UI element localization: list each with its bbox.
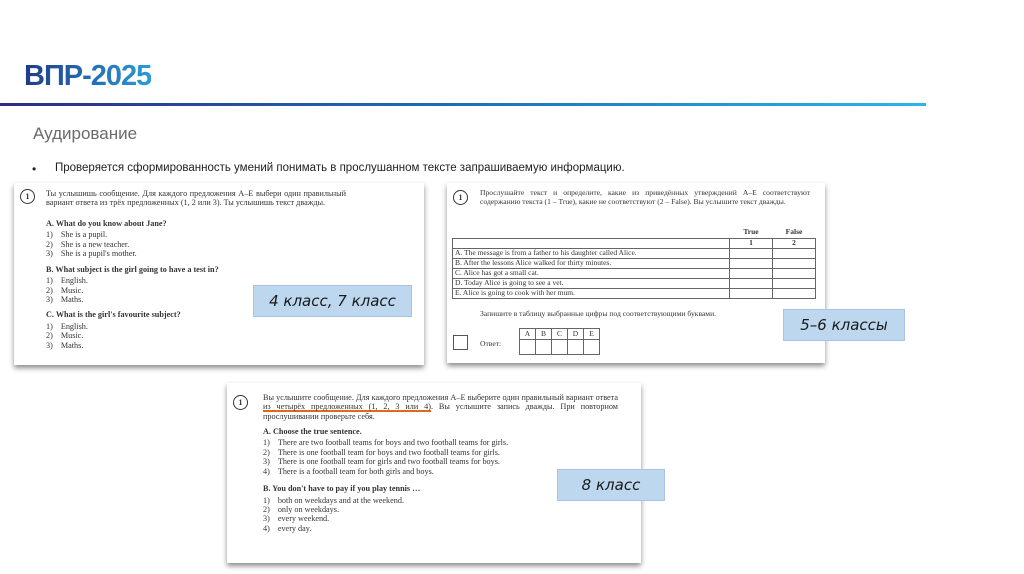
question-title: A. What do you know about Jane? [46,219,167,228]
answer-option [46,230,346,239]
answer-grid [519,328,600,355]
answer-option [263,496,593,505]
answer-option [263,467,593,476]
false-cell[interactable] [773,248,816,258]
answer-option [46,249,346,258]
answer-cell[interactable] [552,340,568,355]
option-text: Music. [60,285,84,295]
option-text: She is a pupil's mother. [60,249,137,259]
letter-header: C [552,329,568,340]
answer-option [46,322,346,331]
option-text: every weekend. [277,514,330,524]
table-row [453,278,816,288]
statement: E. Alice is going to cook with her mum. [453,288,730,298]
col-false: False [785,227,803,237]
task-instruction: Прослушайте текст и определите, какие из приведённых утверждений А–E соответствуют содержанию текста (1 – True), какие не соответствуют (2 – False). Вы услышите текст дважды. [480,188,810,206]
option-text: every day. [277,523,312,533]
option-text: Music. [60,331,84,341]
col-2: 2 [773,238,816,248]
answer-option [263,457,593,466]
table-note: Запишите в таблицу выбранные цифры под соответствующими буквами. [480,309,717,318]
answer-option [263,505,593,514]
answer-label: Ответ: [480,339,502,348]
option-number: 2) [46,285,53,295]
slide-title: ВПР-2025 [24,60,152,92]
option-number: 4) [263,523,270,533]
option-number: 2) [263,447,270,457]
option-number: 3) [263,457,270,467]
letter-header: A [520,329,536,340]
true-cell[interactable] [730,248,773,258]
true-false-table [452,228,816,299]
instruction-highlight: из четырёх предложенных (1, 2, 3 или 4) [263,402,431,412]
answer-option [263,438,593,447]
option-number: 2) [46,331,53,341]
task-card-grade-4-7 [14,183,424,365]
task-instruction: Ты услышишь сообщение. Для каждого предложения А–E выбери один правильный вариант ответа из трёх предложенных (1, 2 или 3). Ты услышишь текст дважды. [46,189,346,208]
statement: A. The message is from a father to his daughter called Alice. [453,248,730,258]
option-number: 3) [46,340,53,350]
col-true: True [743,227,759,237]
option-number: 1) [46,276,53,286]
question-title: C. What is the girl's favourite subject? [46,310,181,320]
table-row [453,258,816,268]
option-text: English. [60,321,88,331]
score-box [453,335,468,350]
option-text: both on weekdays and at the weekend. [277,495,405,505]
answer-option [46,331,346,340]
option-text: There is one football team for boys and two football teams for girls. [277,447,500,457]
letter-header: B [536,329,552,340]
option-text: only on weekdays. [277,504,339,514]
answer-cell[interactable] [520,340,536,355]
option-text: There is one football team for girls and two football teams for boys. [277,457,500,467]
instruction-part: . Вы услышите запись дважды. При повторном прослушивании проверьте себя. [263,402,618,421]
statement: B. After the lessons Alice walked for thirty minutes. [453,258,730,268]
false-cell[interactable] [773,268,816,278]
task-number: 1 [20,189,35,204]
option-number: 2) [263,504,270,514]
task-instruction [263,393,618,421]
answer-option [263,524,593,533]
option-text: There is a football team for both girls and boys. [277,466,434,476]
answer-cell[interactable] [536,340,552,355]
false-cell[interactable] [773,278,816,288]
col-1: 1 [730,238,773,248]
statement: C. Alice has got a small cat. [453,268,730,278]
letter-header: E [584,329,600,340]
question-title: B. You don't have to pay if you play tennis … [263,484,421,494]
grade-label-4-7: 4 класс, 7 класс [253,285,412,317]
option-text: English. [60,276,88,286]
answer-option [46,341,346,350]
statement: D. Today Alice is going to see a vet. [453,278,730,288]
letter-header: D [568,329,584,340]
option-number: 2) [46,239,53,249]
bullet-text: Проверяется сформированность умений понимать в прослушанном тексте запрашиваемую информацию. [55,162,625,174]
option-number: 3) [46,294,53,304]
section-heading: Аудирование [33,124,138,143]
option-text: Maths. [60,294,84,304]
bullet-icon: • [32,162,37,176]
question-title: B. What subject is the girl going to have a test in? [46,264,219,274]
table-row [453,248,816,258]
grade-label-5-6: 5–6 классы [783,309,905,341]
option-number: 4) [263,466,270,476]
answer-option [46,240,346,249]
question-title: A. Choose the true sentence. [263,427,362,436]
option-text: She is a pupil. [60,230,108,240]
true-cell[interactable] [730,258,773,268]
true-cell[interactable] [730,268,773,278]
false-cell[interactable] [773,258,816,268]
question-list [263,427,593,533]
table-row [453,268,816,278]
option-number: 1) [46,230,53,240]
answer-option [263,514,593,523]
table-row [453,288,816,298]
task-number: 1 [233,395,248,410]
option-number: 3) [263,514,270,524]
title-divider [0,103,926,106]
option-text: She is a new teacher. [60,239,130,249]
grade-label-8: 8 класс [557,469,665,501]
task-card-grade-5-6 [447,183,825,363]
false-cell[interactable] [773,288,816,298]
option-number: 1) [263,495,270,505]
instruction-part: Вы услышите сообщение. Для каждого предложения А–E выберите один правильный вариант ответа [263,393,618,402]
task-number: 1 [453,190,468,205]
option-text: There are two football teams for boys and two football teams for girls. [277,438,509,448]
answer-cell[interactable] [568,340,584,355]
true-cell[interactable] [730,278,773,288]
option-number: 1) [46,321,53,331]
true-cell[interactable] [730,288,773,298]
option-text: Maths. [60,340,84,350]
answer-option [263,448,593,457]
option-number: 1) [263,438,270,448]
answer-cell[interactable] [584,340,600,355]
option-number: 3) [46,249,53,259]
